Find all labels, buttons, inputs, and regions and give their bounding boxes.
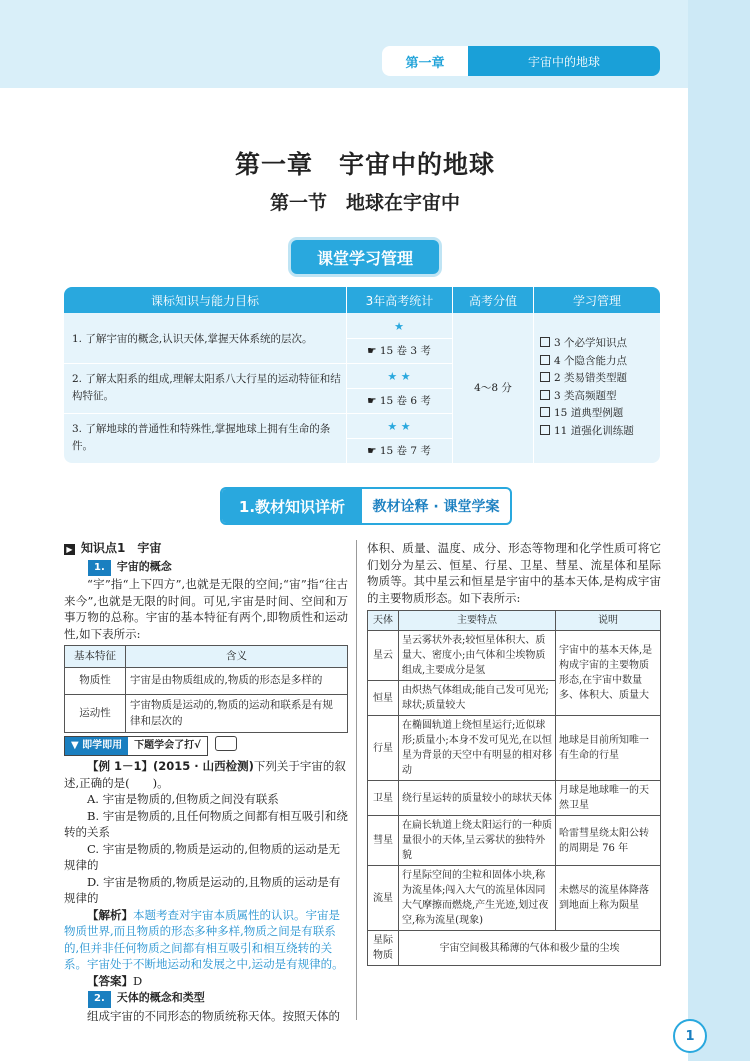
right-column [367, 540, 661, 966]
page-number: 1 [673, 1019, 707, 1053]
stat-2: ☛ 15 卷 6 考 [367, 395, 431, 407]
goal-2: 2. 了解太阳系的组成,理解太阳系八大行星的运动特征和结构特征。 [72, 373, 341, 402]
subheading-1: 1. 宇宙的概念 [88, 559, 348, 577]
checkbox-icon [540, 407, 550, 417]
management-item: 3 类高频题型 [540, 388, 658, 406]
stat-1: ☛ 15 卷 3 考 [367, 345, 431, 357]
answer: 【答案】D [87, 973, 143, 988]
management-item: 15 道典型例题 [540, 405, 658, 423]
stars-1: ★ [394, 320, 404, 333]
chapter-title: 第一章 宇宙中的地球 [234, 150, 495, 179]
classroom-banner: 课堂学习管理 [291, 240, 439, 274]
goals-header-1: 课标知识与能力目标 [64, 287, 346, 313]
paragraph-1: “宇”指“上下四方”,也就是无限的空间;“宙”指“往古来今”,也就是无限的时间。可见,宇宙是时间、空间和万事万物的总称。宇宙的基本特征有两个,即物质性和运动性,如下表所示: [64, 577, 348, 641]
goal-1: 1. 了解宇宙的概念,认识天体,掌握天体系统的层次。 [72, 333, 313, 345]
subheading-2: 2. 天体的概念和类型 [88, 990, 348, 1008]
management-item: 2 类易错类型题 [540, 370, 658, 388]
knowledge-point-title: ▶ 知识点1 宇宙 [64, 540, 348, 557]
checkbox-icon [540, 337, 550, 347]
management-item: 3 个必学知识点 [540, 335, 658, 353]
checkbox-icon [540, 425, 550, 435]
analysis: 【解析】本题考查对宇宙本质属性的认识。宇宙是物质世界,而且物质的形态多种多样,物质之间是有联系的,但并非任何物质之间都有相互吸引和相互绕转的关系。宇宙处于不断地运动和发展之中,运动是有规律的。 [64, 907, 344, 971]
example-question: 【例 1－1】(2015 · 山西检测)下列关于宇宙的叙述,正确的是( )。 [64, 759, 346, 790]
option-b: B. 宇宙是物质的,且任何物质之间都有相互吸引和绕转的关系 [64, 808, 348, 839]
practice-bar: ▼ 即学即用 下题学会了打√ [64, 736, 348, 757]
goals-header-3: 高考分值 [453, 287, 533, 313]
play-icon: ▶ [64, 544, 75, 555]
option-a: A. 宇宙是物质的,但物质之间没有联系 [87, 792, 279, 806]
celestial-table: 天体 主要特点 说明 星云 呈云雾状外表;较恒星体积大、质量大、密度小;由气体和尘埃物质组成,主要成分是氢 宇宙中的基本天体,是构成宇宙的主要物质形态,在宇宙中数量多、体积大、质量大 恒星 由炽热气体组成;能自己发可见光;球状;质量较大 行星 在椭圆轨道上绕恒星运行;近似球形;质量小;本身不发可见光,在以恒星为背景的天空中有明显的相对移动 地球是目前所知唯一有生命的行星 卫星 绕行星运转的质量较小的球状天体 月球是地球唯一的天然卫星 彗星 在扁长轨道上绕太阳运行的一种质量很小的天体,呈云雾状的独特外貌 哈雷彗星绕太阳公转的周期是 76 年 流星 行星际空间的尘粒和固体小块,称为流星体;闯入大气的流星体因同大气摩擦而燃烧,产生光迹,划过夜空,称为流星(现象) 未燃尽的流星体降落到地面上称为陨星 星际物质 宇宙空间极其稀薄的气体和极少量的尘埃 [367, 610, 661, 966]
header-chapter-name: 宇宙中的地球 [468, 46, 660, 76]
goal-3: 3. 了解地球的普通性和特殊性,掌握地球上拥有生命的条件。 [72, 423, 331, 452]
header-chapter-tab: 第一章 [382, 46, 468, 76]
management-list [540, 335, 658, 440]
goals-header-2: 3年高考统计 [347, 287, 452, 313]
goals-table [64, 287, 660, 463]
left-column [64, 540, 348, 1024]
section-label-main: 1.教材知识详析 [222, 489, 362, 523]
score-range: 4～8 分 [474, 382, 512, 394]
check-box[interactable] [215, 736, 237, 751]
running-header [382, 46, 660, 76]
column-divider [356, 540, 357, 1020]
stars-2: ★ ★ [387, 370, 411, 383]
checkbox-icon [540, 390, 550, 400]
section-label [220, 487, 512, 525]
management-item: 11 道强化训练题 [540, 423, 658, 441]
right-paragraph: 体积、质量、温度、成分、形态等物理和化学性质可将它们划分为星云、恒星、行星、卫星、彗星、流星体和星际物质等。其中星云和恒星是宇宙中的基本天体,是构成宇宙的主要物质形态。如下表所示: [367, 541, 661, 605]
feature-table: 基本特征 含义 物质性 宇宙是由物质组成的,物质的形态是多样的 运动性 宇宙物质是运动的,物质的运动和联系是有规律和层次的 [64, 645, 348, 733]
checkbox-icon [540, 372, 550, 382]
stars-3: ★ ★ [387, 420, 411, 433]
section-label-sub: 教材诠释 · 课堂学案 [372, 499, 500, 515]
option-c: C. 宇宙是物质的,物质是运动的,但物质的运动是无规律的 [64, 841, 341, 872]
option-d: D. 宇宙是物质的,物质是运动的,且物质的运动是有规律的 [64, 874, 341, 905]
management-item: 4 个隐含能力点 [540, 353, 658, 371]
paragraph-2: 组成宇宙的不同形态的物质统称天体。按照天体的 [87, 1008, 340, 1023]
goals-header-4: 学习管理 [534, 287, 660, 313]
section-title: 第一节 地球在宇宙中 [269, 192, 460, 214]
checkbox-icon [540, 355, 550, 365]
stat-3: ☛ 15 卷 7 考 [367, 445, 431, 457]
